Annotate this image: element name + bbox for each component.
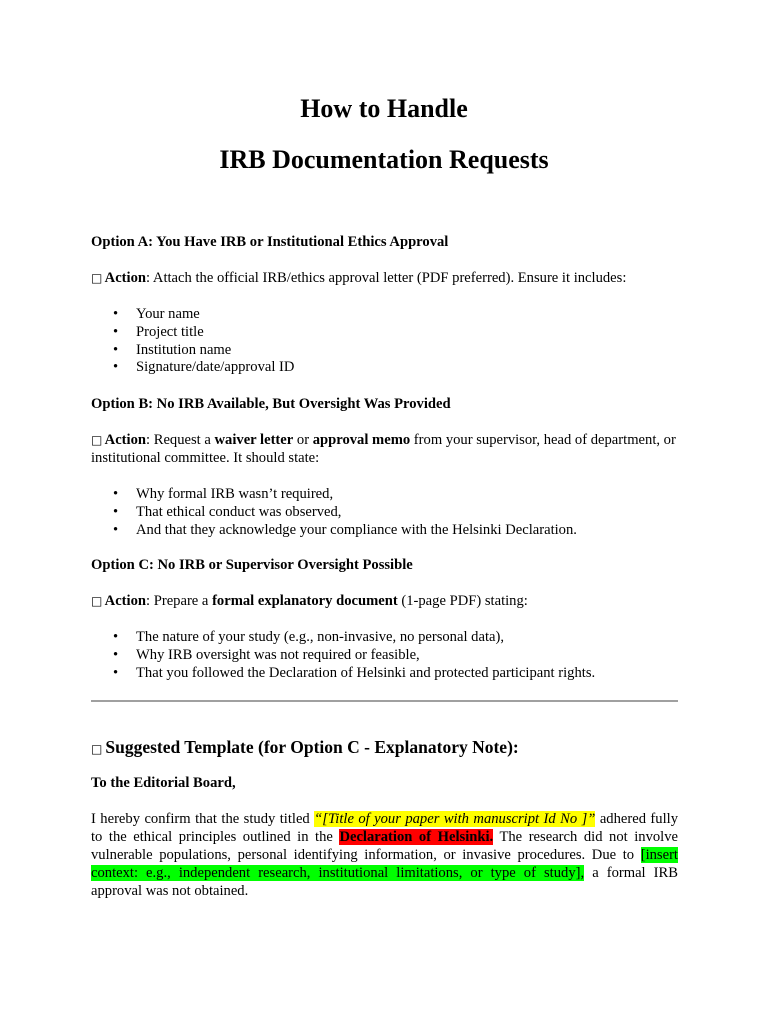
option-b-action-text: : Request a bbox=[146, 432, 215, 448]
waiver-letter-term: waiver letter bbox=[214, 432, 294, 448]
option-c-action bbox=[91, 592, 678, 610]
template-text: adhered fully to the ethical principles outlined in the bbox=[91, 811, 678, 845]
list-item: • And that they acknowledge your compliance with the Helsinki Declaration. bbox=[91, 521, 678, 539]
option-a-heading: Option A: You Have IRB or Institutional Ethics Approval bbox=[91, 234, 449, 250]
template-heading-text: Suggested Template (for Option C - Explanatory Note): bbox=[105, 737, 519, 757]
list-item: • Institution name bbox=[91, 341, 678, 359]
list-item: • That you followed the Declaration of Helsinki and protected participant rights. bbox=[91, 664, 678, 682]
list-item: • Signature/date/approval ID bbox=[91, 358, 678, 376]
context-placeholder: [insert context: e.g., independent research, institutional limitations, or type of study], bbox=[91, 847, 678, 881]
template-heading bbox=[91, 736, 678, 760]
declaration-highlight: Declaration of Helsinki. bbox=[339, 829, 494, 845]
option-b-list bbox=[91, 485, 678, 538]
page-title-line1: How to Handle bbox=[300, 94, 468, 123]
list-item: • The nature of your study (e.g., non-invasive, no personal data), bbox=[91, 628, 678, 646]
formal-document-term: formal explanatory document bbox=[212, 593, 398, 609]
option-c-action-text: : Prepare a bbox=[146, 593, 213, 609]
list-item: • Why formal IRB wasn’t required, bbox=[91, 485, 678, 503]
option-c-action-text: (1-page PDF) stating: bbox=[397, 593, 528, 609]
template-text: I hereby confirm that the study titled bbox=[91, 811, 315, 827]
missing-glyph-icon: □ bbox=[91, 271, 103, 285]
missing-glyph-icon: □ bbox=[91, 594, 103, 608]
option-a-action bbox=[91, 269, 678, 287]
action-label: Action bbox=[104, 432, 147, 448]
horizontal-divider bbox=[91, 700, 678, 702]
option-c-list bbox=[91, 628, 678, 681]
template-text: a formal IRB approval was not obtained. bbox=[91, 865, 678, 899]
option-b-action-text: from your supervisor, head of department, or institutional committee. It should state: bbox=[91, 432, 676, 466]
option-b-action-text: or bbox=[293, 432, 313, 448]
template-paragraph bbox=[91, 810, 678, 900]
missing-glyph-icon: □ bbox=[91, 742, 103, 756]
page-title-line2: IRB Documentation Requests bbox=[219, 145, 549, 174]
option-b-action bbox=[91, 431, 678, 467]
missing-glyph-icon: □ bbox=[91, 433, 103, 447]
action-label: Action bbox=[104, 270, 147, 286]
list-item: • Project title bbox=[91, 323, 678, 341]
list-item: • Why IRB oversight was not required or feasible, bbox=[91, 646, 678, 664]
template-text: The research did not involve vulnerable populations, personal identifying information, or invasive procedures. Due to bbox=[91, 829, 679, 863]
option-b-heading: Option B: No IRB Available, But Oversight Was Provided bbox=[91, 396, 451, 412]
action-label: Action bbox=[104, 593, 147, 609]
option-c-heading: Option C: No IRB or Supervisor Oversight Possible bbox=[91, 557, 413, 573]
approval-memo-term: approval memo bbox=[312, 432, 411, 448]
list-item: • Your name bbox=[91, 305, 678, 323]
title-placeholder: “[Title of your paper with manuscript Id No ]” bbox=[314, 811, 596, 827]
option-a-action-text: : Attach the official IRB/ethics approval letter (PDF preferred). Ensure it includes: bbox=[146, 270, 627, 286]
option-a-list bbox=[91, 305, 678, 376]
list-item: • That ethical conduct was observed, bbox=[91, 503, 678, 521]
template-salutation: To the Editorial Board, bbox=[91, 775, 236, 791]
